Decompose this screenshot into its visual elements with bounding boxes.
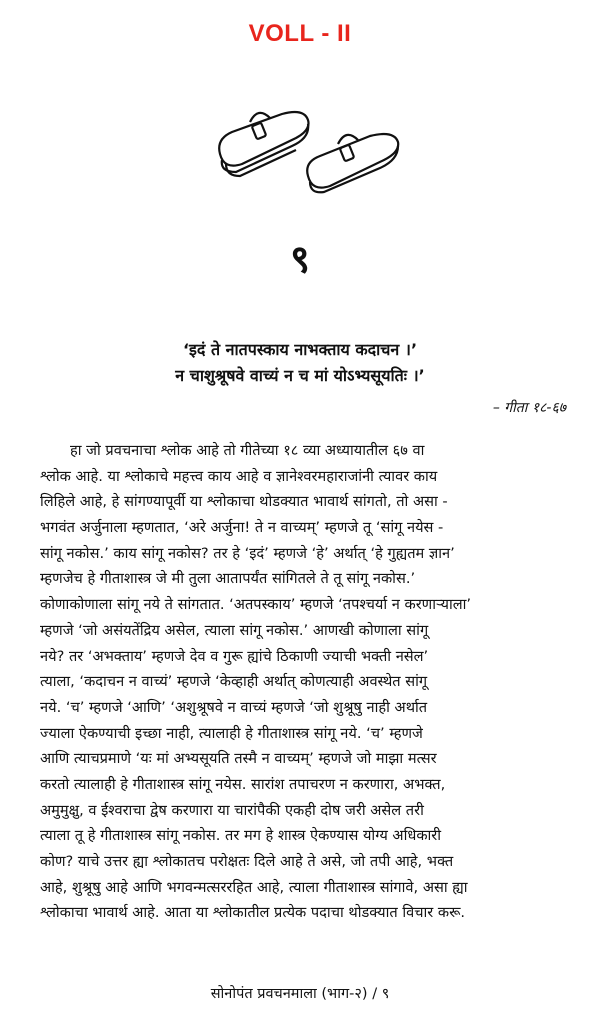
body-line: करतो त्यालाही हे गीताशास्त्र सांगू नयेस. सारांश तपाचरण न करणारा, अभक्त, <box>40 775 446 793</box>
body-line: म्हणजे ‘जो असंयतेंद्रिय असेल, त्याला सांगू नकोस.’ आणखी कोणाला सांगू <box>40 621 429 639</box>
body-line: भगवंत अर्जुनाला म्हणतात, ‘अरे अर्जुना! ते न वाच्यम्’ म्हणजे तू ‘सांगू नयेस - <box>40 519 444 537</box>
body-line: नये? तर ‘अभक्ताय’ म्हणजे देव व गुरू ह्यांचे ठिकाणी ज्याची भक्ती नसेल’ <box>40 647 429 665</box>
body-line: आहे, शुश्रूषु आहे आणि भगवन्मत्सररहित आहे, त्याला गीताशास्त्र सांगावे, असा ह्या <box>40 878 468 896</box>
body-line: कोण? याचे उत्तर ह्या श्लोकातच परोक्षतः दिले आहे ते असे, जो तपी आहे, भक्त <box>40 853 454 870</box>
page-footer: सोनोपंत प्रवचनमाला (भाग-२) / ९ <box>210 986 390 1002</box>
body-line: हा जो प्रवचनाचा श्लोक आहे तो गीतेच्या १८ व्या अध्यायातील ६७ वा <box>70 442 425 459</box>
shloka-line-1: ‘इदं ते नातपस्काय नाभक्ताय कदाचन ।’ <box>182 340 418 359</box>
body-paragraph <box>40 438 567 926</box>
shloka-line-2: न चाशुश्रूषवे वाच्यं न च मां योऽभ्यसूयतिः ।’ <box>175 366 425 385</box>
body-line: ज्याला ऐकण्याची इच्छा नाही, त्यालाही हे गीताशास्त्र सांगू नये. ‘च’ म्हणजे <box>40 724 423 742</box>
body-line: म्हणजेच हे गीताशास्त्र जे मी तुला आतापर्यंत सांगितले ते तू सांगू नकोस.’ <box>40 570 416 588</box>
paduka-sandals-illustration <box>212 84 412 194</box>
body-line: लिहिले आहे, हे सांगण्यापूर्वी या श्लोकाचा थोडक्यात भावार्थ सांगतो, तो असा - <box>40 493 448 511</box>
volume-label: VOLL - II <box>248 20 352 47</box>
chapter-number: ९ <box>290 237 310 281</box>
body-line: श्लोक आहे. या श्लोकाचे महत्त्व काय आहे व ज्ञानेश्वरमहाराजांनी त्यावर काय <box>40 467 438 485</box>
shloka-reference: – गीता १८-६७ <box>492 400 566 416</box>
body-line: कोणाकोणाला सांगू नये ते सांगतात. ‘अतपस्काय’ म्हणजे ‘तपश्चर्या न करणाऱ्याला’ <box>40 596 472 614</box>
body-line: त्याला, ‘कदाचन न वाच्यं’ म्हणजे ‘केव्हाही अर्थात् कोणत्याही अवस्थेत सांगू <box>40 673 428 691</box>
body-line: अमुमुक्षु, व ईश्वराचा द्वेष करणारा या चारांपैकी एकही दोष जरी असेल तरी <box>40 801 424 819</box>
body-line: श्लोकाचा भावार्थ आहे. आता या श्लोकातील प्रत्येक पदाचा थोडक्यात विचार करू. <box>40 904 466 922</box>
body-line: आणि त्याचप्रमाणे ‘यः मां अभ्यसूयति तस्मै न वाच्यम्’ म्हणजे जो माझा मत्सर <box>40 750 437 768</box>
body-line: नये. ‘च’ म्हणजे ‘आणि’ ‘अशुश्रूषवे न वाच्यं म्हणजे ‘जो शुश्रूषु नाही अर्थात <box>40 698 428 716</box>
body-line: त्याला तू हे गीताशास्त्र सांगू नकोस. तर मग हे शास्त्र ऐकण्यास योग्य अधिकारी <box>40 827 442 845</box>
body-line: सांगू नकोस.’ काय सांगू नकोस? तर हे ‘इदं’ म्हणजे ‘हे’ अर्थात् ‘हे गुह्यतम ज्ञान’ <box>40 544 455 562</box>
